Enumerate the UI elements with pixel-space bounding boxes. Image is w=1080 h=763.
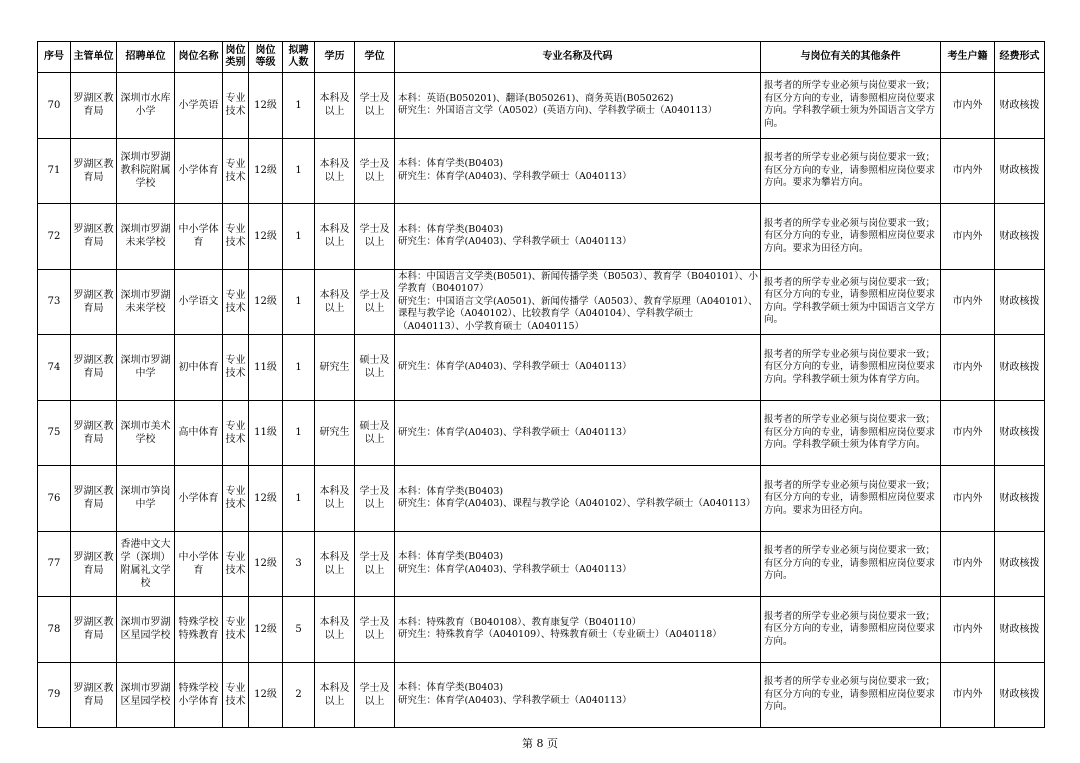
department-cell: 罗湖区教育局 — [71, 662, 117, 728]
post-level-cell: 12级 — [249, 138, 283, 204]
conditions-cell: 报考者的所学专业必须与岗位要求一致；有区分方向的专业，请参照相应岗位要求方向。要求为田径方向。 — [761, 204, 941, 270]
headcount-cell: 1 — [283, 335, 315, 401]
header-cell-funding: 经费形式 — [995, 42, 1045, 73]
education-cell: 研究生 — [315, 400, 355, 466]
post-level-cell: 12级 — [249, 531, 283, 597]
major-cell — [395, 73, 761, 139]
funding-cell: 财政核拨 — [995, 73, 1045, 139]
headcount-cell: 5 — [283, 597, 315, 663]
major-line: 研究生：特殊教育学（A040109）、特殊教育硕士（专业硕士）（A040118） — [398, 629, 722, 641]
degree-cell: 学士及以上 — [355, 73, 395, 139]
major-cell — [395, 400, 761, 466]
row-number-cell: 78 — [38, 597, 71, 663]
employer-cell: 深圳市水库小学 — [117, 73, 175, 139]
hukou-cell: 市内外 — [941, 269, 995, 335]
table-row — [38, 662, 1045, 728]
post-level-cell: 12级 — [249, 204, 283, 270]
major-line: 研究生：中国语言文学(A0501)、新闻传播学（A0503）、教育学原理（A040101）、课程与教学论（A040102）、比较教育学（A040104）、学科教学硕士（A040113）、小学教育硕士（A040115） — [398, 295, 758, 332]
header-cell-no: 序号 — [38, 42, 71, 73]
conditions-cell: 报考者的所学专业必须与岗位要求一致；有区分方向的专业，请参照相应岗位要求方向。 — [761, 531, 941, 597]
major-line: 本科：体育学类(B0403) — [398, 682, 504, 694]
employer-cell: 深圳市笋岗中学 — [117, 466, 175, 532]
row-number-cell: 70 — [38, 73, 71, 139]
major-line: 本科：英语(B050201)、翻译(B050261)、商务英语(B050262) — [398, 92, 674, 104]
hukou-cell: 市内外 — [941, 531, 995, 597]
department-cell: 罗湖区教育局 — [71, 597, 117, 663]
major-line: 本科：体育学类(B0403) — [398, 485, 504, 497]
row-number-cell: 73 — [38, 269, 71, 335]
department-cell: 罗湖区教育局 — [71, 269, 117, 335]
table-row — [38, 466, 1045, 532]
post-name-cell: 小学语文 — [175, 269, 223, 335]
employer-cell: 深圳市罗湖未来学校 — [117, 204, 175, 270]
conditions-cell: 报考者的所学专业必须与岗位要求一致；有区分方向的专业，请参照相应岗位要求方向。 — [761, 597, 941, 663]
funding-cell: 财政核拨 — [995, 466, 1045, 532]
major-line: 研究生：体育学(A0403)、学科教学硕士（A040113） — [398, 426, 632, 438]
post-name-cell: 特殊学校小学体育 — [175, 662, 223, 728]
header-cell-unit: 招聘单位 — [117, 42, 175, 73]
conditions-cell: 报考者的所学专业必须与岗位要求一致；有区分方向的专业，请参照相应岗位要求方向。学科教学硕士须为外国语言文学方向。 — [761, 73, 941, 139]
header-cell-education: 学历 — [315, 42, 355, 73]
headcount-cell: 1 — [283, 269, 315, 335]
post-category-cell: 专业技术 — [223, 400, 249, 466]
post-category-cell: 专业技术 — [223, 204, 249, 270]
hukou-cell: 市内外 — [941, 73, 995, 139]
header-cell-category: 岗位类别 — [223, 42, 249, 73]
hukou-cell: 市内外 — [941, 204, 995, 270]
table-row — [38, 138, 1045, 204]
major-line: 本科：特殊教育（B040108）、教育康复学（B040110） — [398, 616, 642, 628]
major-cell — [395, 204, 761, 270]
post-category-cell: 专业技术 — [223, 597, 249, 663]
headcount-cell: 1 — [283, 73, 315, 139]
hukou-cell: 市内外 — [941, 138, 995, 204]
conditions-cell: 报考者的所学专业必须与岗位要求一致；有区分方向的专业，请参照相应岗位要求方向。学科教学硕士须为体育学方向。 — [761, 335, 941, 401]
funding-cell: 财政核拨 — [995, 204, 1045, 270]
department-cell: 罗湖区教育局 — [71, 466, 117, 532]
degree-cell: 学士及以上 — [355, 138, 395, 204]
major-cell — [395, 335, 761, 401]
funding-cell: 财政核拨 — [995, 138, 1045, 204]
employer-cell: 香港中文大学（深圳）附属礼文学校 — [117, 531, 175, 597]
major-line: 研究生：外国语言文学（A0502）(英语方向)、学科教学硕士（A040113） — [398, 105, 718, 117]
major-cell — [395, 138, 761, 204]
table-row — [38, 531, 1045, 597]
conditions-cell: 报考者的所学专业必须与岗位要求一致；有区分方向的专业，请参照相应岗位要求方向。 — [761, 662, 941, 728]
table-header-row — [38, 42, 1045, 73]
headcount-cell: 1 — [283, 138, 315, 204]
page-number: 第 8 页 — [522, 737, 558, 750]
education-cell: 本科及以上 — [315, 531, 355, 597]
row-number-cell: 71 — [38, 138, 71, 204]
major-cell — [395, 269, 761, 335]
major-line: 研究生：体育学(A0403)、课程与教学论（A040102）、学科教学硕士（A040113） — [398, 498, 756, 510]
post-category-cell: 专业技术 — [223, 335, 249, 401]
headcount-cell: 2 — [283, 662, 315, 728]
post-name-cell: 小学体育 — [175, 466, 223, 532]
major-line: 研究生：体育学(A0403)、学科教学硕士（A040113） — [398, 563, 632, 575]
employer-cell: 深圳市罗湖未来学校 — [117, 269, 175, 335]
major-line: 研究生：体育学(A0403)、学科教学硕士（A040113） — [398, 694, 632, 706]
major-line: 本科：中国语言文学类(B0501)、新闻传播学类（B0503）、教育学（B040101）、小学教育（B040107） — [398, 270, 758, 294]
education-cell: 本科及以上 — [315, 466, 355, 532]
post-category-cell: 专业技术 — [223, 466, 249, 532]
degree-cell: 学士及以上 — [355, 269, 395, 335]
department-cell: 罗湖区教育局 — [71, 531, 117, 597]
education-cell: 本科及以上 — [315, 138, 355, 204]
recruitment-table — [37, 41, 1045, 728]
department-cell: 罗湖区教育局 — [71, 138, 117, 204]
post-level-cell: 12级 — [249, 73, 283, 139]
post-level-cell: 12级 — [249, 597, 283, 663]
table-row — [38, 204, 1045, 270]
degree-cell: 学士及以上 — [355, 466, 395, 532]
post-name-cell: 小学英语 — [175, 73, 223, 139]
post-category-cell: 专业技术 — [223, 269, 249, 335]
major-line: 本科：体育学类(B0403) — [398, 158, 504, 170]
major-cell — [395, 597, 761, 663]
header-cell-degree: 学位 — [355, 42, 395, 73]
post-name-cell: 高中体育 — [175, 400, 223, 466]
funding-cell: 财政核拨 — [995, 597, 1045, 663]
major-line: 研究生：体育学(A0403)、学科教学硕士（A040113） — [398, 361, 632, 372]
post-category-cell: 专业技术 — [223, 531, 249, 597]
department-cell: 罗湖区教育局 — [71, 204, 117, 270]
education-cell: 本科及以上 — [315, 269, 355, 335]
post-name-cell: 特殊学校特殊教育 — [175, 597, 223, 663]
employer-cell: 深圳市罗湖中学 — [117, 335, 175, 401]
conditions-cell: 报考者的所学专业必须与岗位要求一致；有区分方向的专业，请参照相应岗位要求方向。要求为攀岩方向。 — [761, 138, 941, 204]
post-level-cell: 12级 — [249, 269, 283, 335]
row-number-cell: 74 — [38, 335, 71, 401]
header-cell-hukou: 考生户籍 — [941, 42, 995, 73]
post-category-cell: 专业技术 — [223, 662, 249, 728]
table-row — [38, 73, 1045, 139]
degree-cell: 学士及以上 — [355, 531, 395, 597]
hukou-cell: 市内外 — [941, 466, 995, 532]
post-category-cell: 专业技术 — [223, 73, 249, 139]
degree-cell: 学士及以上 — [355, 204, 395, 270]
row-number-cell: 77 — [38, 531, 71, 597]
row-number-cell: 76 — [38, 466, 71, 532]
funding-cell: 财政核拨 — [995, 400, 1045, 466]
education-cell: 本科及以上 — [315, 73, 355, 139]
degree-cell: 学士及以上 — [355, 662, 395, 728]
degree-cell: 学士及以上 — [355, 597, 395, 663]
department-cell: 罗湖区教育局 — [71, 335, 117, 401]
education-cell: 研究生 — [315, 335, 355, 401]
post-level-cell: 11级 — [249, 400, 283, 466]
header-cell-post: 岗位名称 — [175, 42, 223, 73]
hukou-cell: 市内外 — [941, 400, 995, 466]
major-line: 本科：体育学类(B0403) — [398, 551, 504, 563]
degree-cell: 硕士及以上 — [355, 335, 395, 401]
conditions-cell: 报考者的所学专业必须与岗位要求一致；有区分方向的专业，请参照相应岗位要求方向。学科教学硕士须为中国语言文学方向。 — [761, 269, 941, 335]
post-name-cell: 小学体育 — [175, 138, 223, 204]
hukou-cell: 市内外 — [941, 662, 995, 728]
header-cell-dept: 主管单位 — [71, 42, 117, 73]
funding-cell: 财政核拨 — [995, 335, 1045, 401]
department-cell: 罗湖区教育局 — [71, 400, 117, 466]
header-cell-count: 拟聘人数 — [283, 42, 315, 73]
major-cell — [395, 466, 761, 532]
hukou-cell: 市内外 — [941, 335, 995, 401]
post-level-cell: 12级 — [249, 466, 283, 532]
employer-cell: 深圳市美术学校 — [117, 400, 175, 466]
department-cell: 罗湖区教育局 — [71, 73, 117, 139]
conditions-cell: 报考者的所学专业必须与岗位要求一致；有区分方向的专业，请参照相应岗位要求方向。要求为田径方向。 — [761, 466, 941, 532]
post-name-cell: 中小学体育 — [175, 204, 223, 270]
major-line: 研究生：体育学(A0403)、学科教学硕士（A040113） — [398, 236, 632, 248]
row-number-cell: 79 — [38, 662, 71, 728]
headcount-cell: 3 — [283, 531, 315, 597]
table-row — [38, 597, 1045, 663]
headcount-cell: 1 — [283, 204, 315, 270]
post-level-cell: 12级 — [249, 662, 283, 728]
employer-cell: 深圳市罗湖教科院附属学校 — [117, 138, 175, 204]
table-row — [38, 269, 1045, 335]
funding-cell: 财政核拨 — [995, 531, 1045, 597]
headcount-cell: 1 — [283, 466, 315, 532]
row-number-cell: 75 — [38, 400, 71, 466]
table-body — [38, 73, 1045, 728]
education-cell: 本科及以上 — [315, 204, 355, 270]
table-row — [38, 400, 1045, 466]
header-cell-level: 岗位等级 — [249, 42, 283, 73]
major-cell — [395, 531, 761, 597]
post-name-cell: 初中体育 — [175, 335, 223, 401]
major-line: 研究生：体育学(A0403)、学科教学硕士（A040113） — [398, 170, 632, 182]
post-level-cell: 11级 — [249, 335, 283, 401]
education-cell: 本科及以上 — [315, 597, 355, 663]
major-line: 本科：体育学类(B0403) — [398, 223, 504, 235]
education-cell: 本科及以上 — [315, 662, 355, 728]
header-cell-major: 专业名称及代码 — [395, 42, 761, 73]
degree-cell: 硕士及以上 — [355, 400, 395, 466]
header-cell-conditions: 与岗位有关的其他条件 — [761, 42, 941, 73]
employer-cell: 深圳市罗湖区星园学校 — [117, 662, 175, 728]
headcount-cell: 1 — [283, 400, 315, 466]
conditions-cell: 报考者的所学专业必须与岗位要求一致；有区分方向的专业，请参照相应岗位要求方向。学科教学硕士须为体育学方向。 — [761, 400, 941, 466]
funding-cell: 财政核拨 — [995, 269, 1045, 335]
funding-cell: 财政核拨 — [995, 662, 1045, 728]
post-category-cell: 专业技术 — [223, 138, 249, 204]
post-name-cell: 中小学体育 — [175, 531, 223, 597]
table-row — [38, 335, 1045, 401]
hukou-cell: 市内外 — [941, 597, 995, 663]
row-number-cell: 72 — [38, 204, 71, 270]
major-cell — [395, 662, 761, 728]
employer-cell: 深圳市罗湖区星园学校 — [117, 597, 175, 663]
